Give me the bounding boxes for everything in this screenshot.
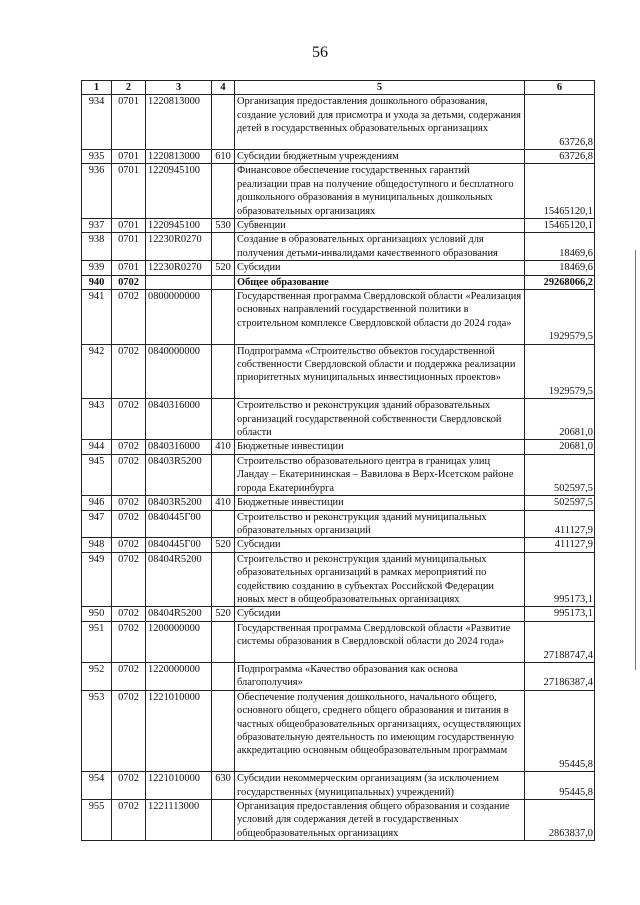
row-name: Субсидии бюджетным учреждениям [235, 150, 525, 164]
target-code: 12230R0270 [146, 233, 212, 261]
table-row [82, 344, 595, 399]
row-name: Бюджетные инвестиции [235, 496, 525, 510]
row-number: 946 [82, 496, 112, 510]
expense-type: 410 [212, 440, 235, 454]
row-name: Строительство и реконструкция зданий образовательных организаций государственной собственности Свердловской области [235, 399, 525, 440]
row-name: Бюджетные инвестиции [235, 440, 525, 454]
section-code: 0702 [112, 621, 146, 662]
row-sum: 27188747,4 [525, 621, 595, 662]
section-code: 0701 [112, 150, 146, 164]
target-code: 1220000000 [146, 662, 212, 690]
expense-type [212, 95, 235, 150]
expense-type [212, 344, 235, 399]
header-col-1: 1 [82, 81, 112, 95]
row-number: 941 [82, 290, 112, 345]
row-sum: 95445,8 [525, 772, 595, 800]
row-number: 950 [82, 607, 112, 621]
row-name: Финансовое обеспечение государственных гарантий реализации прав на получение общедоступного и бесплатного дошкольного образования в муниципальных дошкольных образовательных организациях [235, 164, 525, 219]
row-sum: 63726,8 [525, 95, 595, 150]
section-code: 0702 [112, 552, 146, 607]
header-col-3: 3 [146, 81, 212, 95]
page-number: 56 [312, 44, 328, 61]
target-code: 1200000000 [146, 621, 212, 662]
row-name: Строительство и реконструкция зданий муниципальных образовательных организаций [235, 510, 525, 538]
row-sum: 18469,6 [525, 233, 595, 261]
row-sum: 995173,1 [525, 607, 595, 621]
row-number: 938 [82, 233, 112, 261]
expense-type: 630 [212, 772, 235, 800]
row-name: Организация предоставления дошкольного образования, создание условий для присмотра и ухода за детьми, содержания детей в государственных образовательных организациях [235, 95, 525, 150]
expense-type [212, 621, 235, 662]
row-number: 947 [82, 510, 112, 538]
expense-type [212, 290, 235, 345]
expense-type [212, 275, 235, 289]
section-code: 0701 [112, 261, 146, 275]
target-code: 1220945100 [146, 219, 212, 233]
table-row [82, 261, 595, 275]
row-sum: 20681,0 [525, 440, 595, 454]
row-sum: 411127,9 [525, 510, 595, 538]
row-name: Подпрограмма «Строительство объектов государственной собственности Свердловской области и поддержка реализации приоритетных муниципальных инвестиционных проектов» [235, 344, 525, 399]
row-sum: 1929579,5 [525, 290, 595, 345]
section-code: 0701 [112, 219, 146, 233]
expense-type [212, 662, 235, 690]
table-row [82, 399, 595, 440]
row-name: Подпрограмма «Качество образования как основа благополучия» [235, 662, 525, 690]
row-number: 936 [82, 164, 112, 219]
row-sum: 18469,6 [525, 261, 595, 275]
target-code: 0840000000 [146, 344, 212, 399]
row-name: Государственная программа Свердловской области «Реализация основных направлений государственной политики в строительном комплексе Свердловской области до 2024 года» [235, 290, 525, 345]
table-row [82, 440, 595, 454]
row-name: Организация предоставления общего образования и создание условий для содержания детей в государственных общеобразовательных организациях [235, 799, 525, 840]
row-name: Общее образование [235, 275, 525, 289]
row-number: 937 [82, 219, 112, 233]
row-number: 949 [82, 552, 112, 607]
row-number: 939 [82, 261, 112, 275]
expense-type [212, 799, 235, 840]
expense-type [212, 690, 235, 771]
row-sum: 411127,9 [525, 538, 595, 552]
target-code: 1220813000 [146, 95, 212, 150]
row-name: Субсидии [235, 261, 525, 275]
section-code: 0702 [112, 454, 146, 495]
table-row [82, 150, 595, 164]
row-number: 940 [82, 275, 112, 289]
section-code: 0702 [112, 662, 146, 690]
expense-type [212, 552, 235, 607]
row-name: Строительство образовательного центра в границах улиц Ландау – Екатерининская – Вавилова в Верх-Исетском районе города Екатеринбурга [235, 454, 525, 495]
table-body [82, 95, 595, 841]
row-name: Строительство и реконструкция зданий муниципальных образовательных организаций в рамках мероприятий по содействию созданию в субъектах Российской Федерации новых мест в общеобразовательных организациях [235, 552, 525, 607]
row-sum: 27186387,4 [525, 662, 595, 690]
expense-type: 520 [212, 261, 235, 275]
row-sum: 63726,8 [525, 150, 595, 164]
target-code: 0840316000 [146, 399, 212, 440]
expense-type [212, 233, 235, 261]
section-code: 0701 [112, 95, 146, 150]
target-code: 08404R5200 [146, 552, 212, 607]
row-name: Субсидии [235, 538, 525, 552]
table-row [82, 772, 595, 800]
row-sum: 15465120,1 [525, 219, 595, 233]
row-sum: 1929579,5 [525, 344, 595, 399]
row-name: Субвенции [235, 219, 525, 233]
header-col-2: 2 [112, 81, 146, 95]
row-number: 952 [82, 662, 112, 690]
row-number: 943 [82, 399, 112, 440]
table-row [82, 233, 595, 261]
table-row [82, 552, 595, 607]
expense-type [212, 399, 235, 440]
table-row [82, 275, 595, 289]
row-number: 935 [82, 150, 112, 164]
section-code: 0702 [112, 290, 146, 345]
row-number: 953 [82, 690, 112, 771]
header-row [82, 81, 595, 95]
row-number: 944 [82, 440, 112, 454]
table-row [82, 290, 595, 345]
table-row [82, 690, 595, 771]
table-row [82, 454, 595, 495]
row-number: 945 [82, 454, 112, 495]
row-sum: 29268066,2 [525, 275, 595, 289]
target-code: 08403R5200 [146, 496, 212, 510]
section-code: 0702 [112, 799, 146, 840]
table-row [82, 496, 595, 510]
row-sum: 95445,8 [525, 690, 595, 771]
target-code: 12230R0270 [146, 261, 212, 275]
row-name: Обеспечение получения дошкольного, начального общего, основного общего, среднего общего образования и питания в частных общеобразовательных организациях, осуществляющих образовательную деятельность по имеющим государственную аккредитацию основным общеобразовательным программам [235, 690, 525, 771]
expense-type [212, 510, 235, 538]
target-code: 1220945100 [146, 164, 212, 219]
section-code: 0702 [112, 344, 146, 399]
row-sum: 502597,5 [525, 454, 595, 495]
row-number: 954 [82, 772, 112, 800]
row-number: 942 [82, 344, 112, 399]
expense-type: 530 [212, 219, 235, 233]
table-row [82, 219, 595, 233]
target-code [146, 275, 212, 289]
section-code: 0702 [112, 399, 146, 440]
row-name: Государственная программа Свердловской области «Развитие системы образования в Свердловской области до 2024 года» [235, 621, 525, 662]
section-code: 0702 [112, 496, 146, 510]
row-number: 951 [82, 621, 112, 662]
target-code: 0840445Г00 [146, 510, 212, 538]
expense-type: 410 [212, 496, 235, 510]
expense-type: 610 [212, 150, 235, 164]
target-code: 08403R5200 [146, 454, 212, 495]
section-code: 0702 [112, 690, 146, 771]
row-number: 955 [82, 799, 112, 840]
row-number: 934 [82, 95, 112, 150]
table-row [82, 621, 595, 662]
table-row [82, 95, 595, 150]
table-row [82, 607, 595, 621]
section-code: 0702 [112, 607, 146, 621]
header-col-4: 4 [212, 81, 235, 95]
expense-type [212, 454, 235, 495]
target-code: 1220813000 [146, 150, 212, 164]
target-code: 0840445Г00 [146, 538, 212, 552]
budget-table [81, 80, 595, 841]
scan-edge-line [635, 250, 636, 670]
target-code: 1221010000 [146, 772, 212, 800]
row-name: Субсидии некоммерческим организациям (за исключением государственных (муниципальных) учреждений) [235, 772, 525, 800]
target-code: 08404R5200 [146, 607, 212, 621]
row-sum: 15465120,1 [525, 164, 595, 219]
section-code: 0702 [112, 772, 146, 800]
target-code: 1221010000 [146, 690, 212, 771]
row-sum: 995173,1 [525, 552, 595, 607]
expense-type: 520 [212, 607, 235, 621]
row-number: 948 [82, 538, 112, 552]
target-code: 1221113000 [146, 799, 212, 840]
section-code: 0702 [112, 440, 146, 454]
section-code: 0701 [112, 233, 146, 261]
expense-type [212, 164, 235, 219]
expense-type: 520 [212, 538, 235, 552]
header-col-6: 6 [525, 81, 595, 95]
section-code: 0702 [112, 510, 146, 538]
target-code: 0800000000 [146, 290, 212, 345]
table-row [82, 662, 595, 690]
row-sum: 20681,0 [525, 399, 595, 440]
target-code: 0840316000 [146, 440, 212, 454]
table-row [82, 538, 595, 552]
row-name: Создание в образовательных организациях условий для получения детьми-инвалидами качественного образования [235, 233, 525, 261]
row-sum: 502597,5 [525, 496, 595, 510]
section-code: 0701 [112, 164, 146, 219]
table-row [82, 164, 595, 219]
table-row [82, 510, 595, 538]
row-name: Субсидии [235, 607, 525, 621]
header-col-5: 5 [235, 81, 525, 95]
section-code: 0702 [112, 538, 146, 552]
section-code: 0702 [112, 275, 146, 289]
row-sum: 2863837,0 [525, 799, 595, 840]
table-row [82, 799, 595, 840]
